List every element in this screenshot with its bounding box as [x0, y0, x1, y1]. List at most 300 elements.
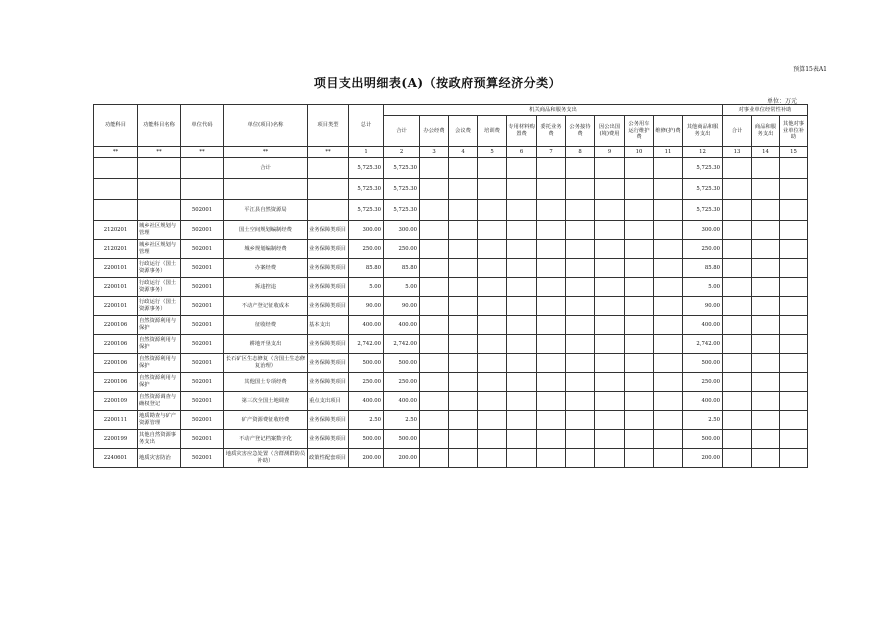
table-cell: 300.00: [683, 221, 723, 240]
table-cell: [654, 411, 683, 430]
page-title: 项目支出明细表(A)（按政府预算经济分类）: [313, 76, 562, 90]
table-cell: [566, 392, 595, 411]
table-cell: 业务保障类项目: [308, 354, 349, 373]
table-cell: [625, 221, 654, 240]
unit-label: 单位：万元: [766, 98, 797, 105]
table-cell: [449, 240, 478, 259]
table-cell: [420, 316, 449, 335]
table-cell: 85.80: [384, 259, 420, 278]
table-cell: 300.00: [384, 221, 420, 240]
table-cell: 其他自然资源事务支出: [138, 430, 181, 449]
table-cell: 502001: [181, 430, 224, 449]
table-cell: [625, 158, 654, 179]
table-cell: 2200111: [94, 411, 138, 430]
table-cell: [94, 179, 138, 200]
table-cell: [537, 259, 566, 278]
table-row: [94, 240, 808, 259]
table-cell: 地质灾害防治: [138, 449, 181, 468]
table-cell: [449, 354, 478, 373]
table-cell: 5,725.30: [349, 179, 384, 200]
table-cell: 2.50: [349, 411, 384, 430]
table-cell: 自然资源利用与保护: [138, 373, 181, 392]
table-cell: [478, 278, 507, 297]
table-cell: [566, 354, 595, 373]
table-cell: [308, 179, 349, 200]
group-subsidy: 对事业单位经常性补助: [723, 105, 808, 116]
table-cell: 城乡社区规划与管理: [138, 221, 181, 240]
table-cell: [507, 297, 537, 316]
table-cell: [752, 221, 780, 240]
table-cell: 2200106: [94, 335, 138, 354]
table-cell: [595, 392, 625, 411]
col-sub-4: 会议费: [449, 116, 478, 147]
table-row: [94, 354, 808, 373]
table-cell: [420, 259, 449, 278]
table-row: [94, 297, 808, 316]
table-cell: [507, 259, 537, 278]
table-cell: [566, 158, 595, 179]
table-cell: [449, 221, 478, 240]
table-cell: [780, 316, 808, 335]
table-cell: 5,725.30: [384, 179, 420, 200]
col-sub-13: 合计: [723, 116, 752, 147]
table-cell: 250.00: [349, 373, 384, 392]
table-cell: [780, 411, 808, 430]
table-cell: 矿产资源费征收经费: [224, 411, 308, 430]
table-cell: 城乡社区规划与管理: [138, 240, 181, 259]
table-cell: [654, 297, 683, 316]
table-cell: 2240601: [94, 449, 138, 468]
table-cell: [595, 158, 625, 179]
table-cell: [625, 373, 654, 392]
table-cell: 2,742.00: [683, 335, 723, 354]
table-cell: 500.00: [384, 354, 420, 373]
table-cell: 502001: [181, 200, 224, 221]
table-cell: [752, 158, 780, 179]
table-cell: [752, 316, 780, 335]
table-cell: [449, 449, 478, 468]
table-cell: 502001: [181, 449, 224, 468]
table-cell: [181, 158, 224, 179]
table-cell: 业务保障类项目: [308, 373, 349, 392]
table-cell: 502001: [181, 335, 224, 354]
index-cell: 13: [723, 147, 752, 158]
table-row: [94, 335, 808, 354]
table-cell: [723, 200, 752, 221]
table-cell: [537, 240, 566, 259]
table-cell: 5.00: [683, 278, 723, 297]
table-cell: [449, 316, 478, 335]
table-cell: 400.00: [683, 316, 723, 335]
table-row: [94, 259, 808, 278]
table-cell: 500.00: [683, 430, 723, 449]
table-cell: [537, 411, 566, 430]
table-cell: [537, 335, 566, 354]
table-cell: [449, 259, 478, 278]
table-cell: [478, 297, 507, 316]
table-cell: [752, 430, 780, 449]
table-cell: [478, 221, 507, 240]
table-cell: [478, 179, 507, 200]
table-cell: [138, 158, 181, 179]
table-cell: [537, 297, 566, 316]
col-proj-type: 项目类型: [308, 105, 349, 147]
table-cell: [420, 240, 449, 259]
table-cell: 2200106: [94, 316, 138, 335]
table-cell: [507, 430, 537, 449]
table-cell: [420, 373, 449, 392]
table-row: [94, 179, 808, 200]
table-cell: [780, 158, 808, 179]
table-cell: [625, 278, 654, 297]
table-cell: 85.80: [349, 259, 384, 278]
table-cell: [420, 335, 449, 354]
table-cell: [625, 354, 654, 373]
table-cell: [625, 297, 654, 316]
table-cell: 其他国土专项经费: [224, 373, 308, 392]
table-cell: [420, 221, 449, 240]
table-cell: 90.00: [683, 297, 723, 316]
index-cell: **: [94, 147, 138, 158]
table-cell: [507, 240, 537, 259]
table-cell: 业务保障类项目: [308, 430, 349, 449]
table-cell: [537, 278, 566, 297]
table-cell: [449, 335, 478, 354]
col-total: 总计: [349, 105, 384, 147]
table-cell: [507, 449, 537, 468]
table-cell: [537, 316, 566, 335]
table-cell: 国土空间规划编制经费: [224, 221, 308, 240]
table-cell: [420, 297, 449, 316]
table-cell: [507, 373, 537, 392]
index-cell: 12: [683, 147, 723, 158]
table-cell: 业务保障类项目: [308, 335, 349, 354]
table-cell: [654, 278, 683, 297]
table-cell: [625, 411, 654, 430]
table-cell: [654, 259, 683, 278]
table-cell: 500.00: [349, 430, 384, 449]
table-cell: 5,725.30: [683, 179, 723, 200]
col-func-code: 功能科目: [94, 105, 138, 147]
table-cell: [449, 411, 478, 430]
index-cell: 10: [625, 147, 654, 158]
table-cell: [537, 430, 566, 449]
table-cell: 业务保障类项目: [308, 221, 349, 240]
table-cell: [507, 179, 537, 200]
table-cell: [723, 373, 752, 392]
table-cell: 业务保障类项目: [308, 240, 349, 259]
table-cell: [654, 221, 683, 240]
table-cell: [752, 354, 780, 373]
table-row: [94, 200, 808, 221]
table-cell: [566, 240, 595, 259]
table-cell: [595, 259, 625, 278]
table-cell: [537, 158, 566, 179]
index-cell: 7: [537, 147, 566, 158]
col-sub-3: 办公经费: [420, 116, 449, 147]
table-cell: [478, 392, 507, 411]
table-cell: [752, 335, 780, 354]
table-cell: [537, 354, 566, 373]
index-cell: 5: [478, 147, 507, 158]
table-cell: 400.00: [349, 316, 384, 335]
table-cell: [654, 354, 683, 373]
index-cell: 1: [349, 147, 384, 158]
table-cell: [537, 392, 566, 411]
table-cell: [478, 373, 507, 392]
index-cell: 11: [654, 147, 683, 158]
table-cell: [566, 179, 595, 200]
table-cell: [308, 158, 349, 179]
table-cell: 502001: [181, 354, 224, 373]
col-sub-15: 其他对事业单位补助: [780, 116, 808, 147]
index-cell: 2: [384, 147, 420, 158]
group-goods-services: 机关商品和服务支出: [384, 105, 723, 116]
table-cell: 业务保障类项目: [308, 278, 349, 297]
index-cell: 6: [507, 147, 537, 158]
col-sub-8: 公务接待费: [566, 116, 595, 147]
table-cell: 业务保障类项目: [308, 259, 349, 278]
table-cell: [752, 179, 780, 200]
table-row: [94, 221, 808, 240]
table-cell: 平江县自然资源局: [224, 200, 308, 221]
index-cell: 3: [420, 147, 449, 158]
table-cell: 5,725.30: [683, 158, 723, 179]
table-cell: 基本支出: [308, 316, 349, 335]
index-cell: 15: [780, 147, 808, 158]
table-cell: 2200106: [94, 373, 138, 392]
table-cell: [507, 392, 537, 411]
table-cell: 2120201: [94, 221, 138, 240]
col-unit-code: 单位代码: [181, 105, 224, 147]
table-cell: 拆违控违: [224, 278, 308, 297]
table-cell: [780, 179, 808, 200]
table-cell: 200.00: [683, 449, 723, 468]
table-cell: 5.00: [349, 278, 384, 297]
col-sub-9: 因公出国(境)费用: [595, 116, 625, 147]
table-cell: [780, 200, 808, 221]
table-cell: [449, 373, 478, 392]
table-cell: [449, 278, 478, 297]
table-cell: 2200199: [94, 430, 138, 449]
table-cell: [654, 430, 683, 449]
table-cell: 90.00: [384, 297, 420, 316]
table-cell: 502001: [181, 316, 224, 335]
table-cell: [449, 179, 478, 200]
table-cell: 自然资源利用与保护: [138, 316, 181, 335]
table-cell: [625, 392, 654, 411]
table-cell: 行政运行（国土资源事务）: [138, 259, 181, 278]
table-cell: [780, 392, 808, 411]
table-cell: [654, 240, 683, 259]
table-cell: [420, 179, 449, 200]
table-cell: [780, 297, 808, 316]
table-cell: 250.00: [683, 373, 723, 392]
table-cell: [507, 200, 537, 221]
table-cell: [752, 200, 780, 221]
table-cell: 长石矿区生态修复（含国土生态修复治理）: [224, 354, 308, 373]
index-cell: **: [181, 147, 224, 158]
table-cell: 地质勘查与矿产资源管理: [138, 411, 181, 430]
table-cell: 业务保障类项目: [308, 297, 349, 316]
table-cell: [566, 278, 595, 297]
table-cell: [308, 200, 349, 221]
table-cell: [723, 411, 752, 430]
table-cell: [780, 335, 808, 354]
table-cell: [537, 449, 566, 468]
index-cell: **: [138, 147, 181, 158]
table-row: [94, 373, 808, 392]
index-cell: **: [308, 147, 349, 158]
table-cell: [595, 240, 625, 259]
index-cell: 8: [566, 147, 595, 158]
table-cell: [478, 449, 507, 468]
table-cell: [723, 392, 752, 411]
table-cell: [507, 221, 537, 240]
table-cell: 502001: [181, 297, 224, 316]
table-cell: [507, 316, 537, 335]
table-cell: [566, 411, 595, 430]
table-cell: 502001: [181, 240, 224, 259]
table-cell: [780, 240, 808, 259]
table-cell: [566, 221, 595, 240]
col-sub-14: 商品和服务支出: [752, 116, 780, 147]
table-cell: 2200106: [94, 354, 138, 373]
col-sub-2: 合计: [384, 116, 420, 147]
table-cell: [625, 240, 654, 259]
col-sub-11: 维修(护)费: [654, 116, 683, 147]
table-row: [94, 411, 808, 430]
table-cell: [420, 354, 449, 373]
table-cell: 90.00: [349, 297, 384, 316]
table-cell: [654, 158, 683, 179]
table-cell: [595, 200, 625, 221]
table-cell: [595, 354, 625, 373]
col-sub-12: 其他商品和服务支出: [683, 116, 723, 147]
table-cell: [449, 158, 478, 179]
table-cell: [595, 179, 625, 200]
table-row: [94, 449, 808, 468]
table-cell: [566, 373, 595, 392]
table-cell: [780, 221, 808, 240]
table-cell: 500.00: [384, 430, 420, 449]
table-row: [94, 316, 808, 335]
table-row: [94, 392, 808, 411]
table-cell: 502001: [181, 411, 224, 430]
table-cell: [595, 449, 625, 468]
table-cell: [723, 297, 752, 316]
table-cell: [478, 354, 507, 373]
table-cell: [566, 430, 595, 449]
table-cell: [449, 297, 478, 316]
table-cell: [625, 259, 654, 278]
table-cell: [449, 430, 478, 449]
index-cell: **: [224, 147, 308, 158]
table-cell: [752, 278, 780, 297]
table-cell: 2200101: [94, 297, 138, 316]
table-cell: [723, 179, 752, 200]
table-cell: 85.80: [683, 259, 723, 278]
index-cell: 9: [595, 147, 625, 158]
table-cell: 不动产登记档案数字化: [224, 430, 308, 449]
table-cell: 5,725.30: [683, 200, 723, 221]
expense-table: [93, 104, 808, 468]
table-cell: [752, 392, 780, 411]
table-cell: [478, 200, 507, 221]
table-cell: [780, 354, 808, 373]
table-cell: [138, 179, 181, 200]
table-cell: [507, 335, 537, 354]
table-cell: [595, 430, 625, 449]
col-func-name: 功能科目名称: [138, 105, 181, 147]
table-cell: [780, 259, 808, 278]
table-cell: 500.00: [349, 354, 384, 373]
table-row: [94, 430, 808, 449]
table-cell: 2.50: [384, 411, 420, 430]
table-cell: [625, 335, 654, 354]
table-cell: 业务保障类项目: [308, 411, 349, 430]
table-cell: [654, 335, 683, 354]
table-cell: 征收经费: [224, 316, 308, 335]
table-cell: [595, 316, 625, 335]
table-cell: [478, 430, 507, 449]
table-cell: 502001: [181, 373, 224, 392]
table-cell: [595, 297, 625, 316]
table-cell: 自然资源调查与确权登记: [138, 392, 181, 411]
table-cell: 250.00: [349, 240, 384, 259]
table-cell: 合计: [224, 158, 308, 179]
table-cell: 耕地开垦支出: [224, 335, 308, 354]
table-cell: [752, 297, 780, 316]
table-cell: [780, 430, 808, 449]
table-cell: [537, 221, 566, 240]
table-cell: [478, 411, 507, 430]
col-unit-name: 单位(项目)名称: [224, 105, 308, 147]
table-cell: [420, 278, 449, 297]
table-cell: [752, 240, 780, 259]
index-cell: 4: [449, 147, 478, 158]
table-cell: 政策性配套项目: [308, 449, 349, 468]
table-cell: 250.00: [384, 373, 420, 392]
table-cell: 502001: [181, 278, 224, 297]
table-cell: 200.00: [349, 449, 384, 468]
table-row: [94, 278, 808, 297]
table-cell: 2,742.00: [384, 335, 420, 354]
table-cell: [625, 200, 654, 221]
table-cell: [780, 278, 808, 297]
table-cell: 502001: [181, 221, 224, 240]
table-cell: [420, 200, 449, 221]
table-cell: [723, 221, 752, 240]
table-cell: 自然资源利用与保护: [138, 354, 181, 373]
table-cell: 2.50: [683, 411, 723, 430]
table-cell: 2200101: [94, 278, 138, 297]
table-cell: [595, 221, 625, 240]
table-cell: [420, 430, 449, 449]
table-cell: 5,725.30: [349, 200, 384, 221]
col-sub-7: 委托业务费: [537, 116, 566, 147]
table-cell: [420, 411, 449, 430]
table-cell: [723, 354, 752, 373]
table-cell: [654, 449, 683, 468]
table-cell: 400.00: [683, 392, 723, 411]
table-cell: [537, 179, 566, 200]
table-cell: [654, 179, 683, 200]
table-cell: 250.00: [683, 240, 723, 259]
table-cell: 自然资源利用与保护: [138, 335, 181, 354]
table-cell: 5,725.30: [349, 158, 384, 179]
table-cell: [478, 158, 507, 179]
